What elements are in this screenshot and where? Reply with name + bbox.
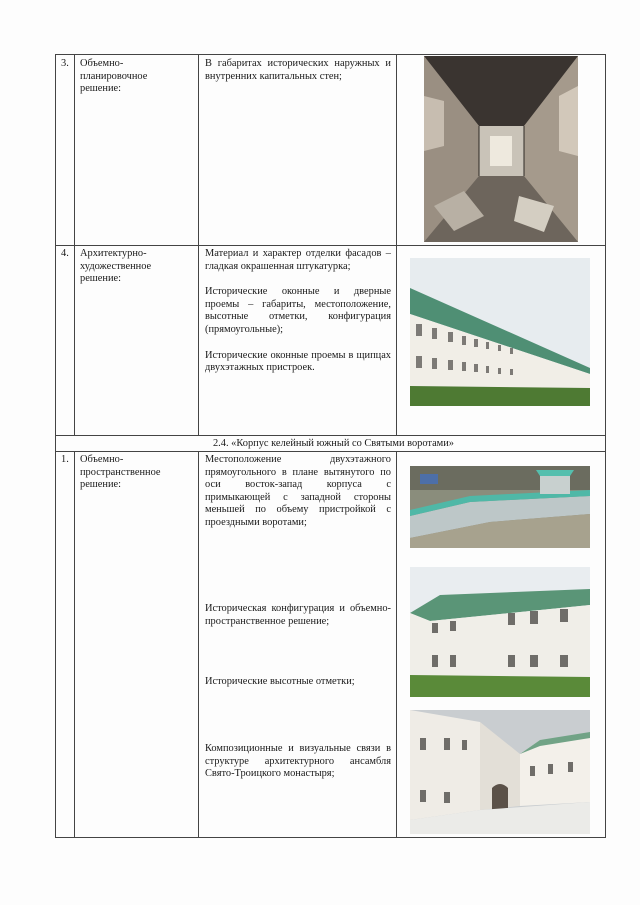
row-number: 1. <box>61 454 69 465</box>
corridor-interior-photo <box>424 56 578 242</box>
row-number: 4. <box>61 248 69 259</box>
element-description: Композиционные и визуальные связи в структуре архитектурного ансамбля Свято-Троицкого монастыря; <box>205 743 391 780</box>
col-divider-photo-2 <box>396 451 397 838</box>
element-description: Исторические высотные отметки; <box>205 676 355 687</box>
table-border-top <box>55 54 606 55</box>
col-divider-element-2 <box>198 451 199 838</box>
element-name: Объемно-пространственное решение: <box>80 454 161 491</box>
col-divider-num-2 <box>74 451 75 838</box>
element-description <box>205 58 391 96</box>
description-paragraph: Исторические оконные проемы в щипцах двухэтажных пристроек. <box>205 349 391 374</box>
building-facade-photo <box>410 567 590 697</box>
table-border-bottom <box>55 837 606 838</box>
element-name: Объемно-планировочное решение: <box>80 58 148 95</box>
courtyard-gate-photo <box>410 710 590 834</box>
table-border-left <box>55 54 56 838</box>
element-description <box>205 248 391 388</box>
section-title: 2.4. «Корпус келейный южный со Святыми воротами» <box>212 438 455 449</box>
description-paragraph: Исторические оконные и дверные проемы – габариты, местоположение, высотные отметки, конфигурация (прямоугольные); <box>205 286 391 335</box>
row-divider-4-section <box>55 435 606 436</box>
description-paragraph: В габаритах исторических наружных и внутренних капитальных стен; <box>205 58 391 82</box>
element-name: Архитектурно-художественное решение: <box>80 248 152 285</box>
element-description: Историческая конфигурация и объемно-пространственное решение; <box>205 603 391 627</box>
description-paragraph: Материал и характер отделки фасадов – гладкая окрашенная штукатурка; <box>205 248 391 272</box>
row-divider-section-1 <box>55 451 606 452</box>
row-divider-3-4 <box>55 245 606 246</box>
row-number: 3. <box>61 58 69 69</box>
element-description: Местоположение двухэтажного прямоугольного в плане вытянутого по оси восток-запад корпуса с примыкающей с западной стороны меньшей по объему пристройкой с проездными воротами; <box>205 454 391 528</box>
aerial-view-photo <box>410 466 590 548</box>
long-building-facade-photo <box>410 258 590 406</box>
